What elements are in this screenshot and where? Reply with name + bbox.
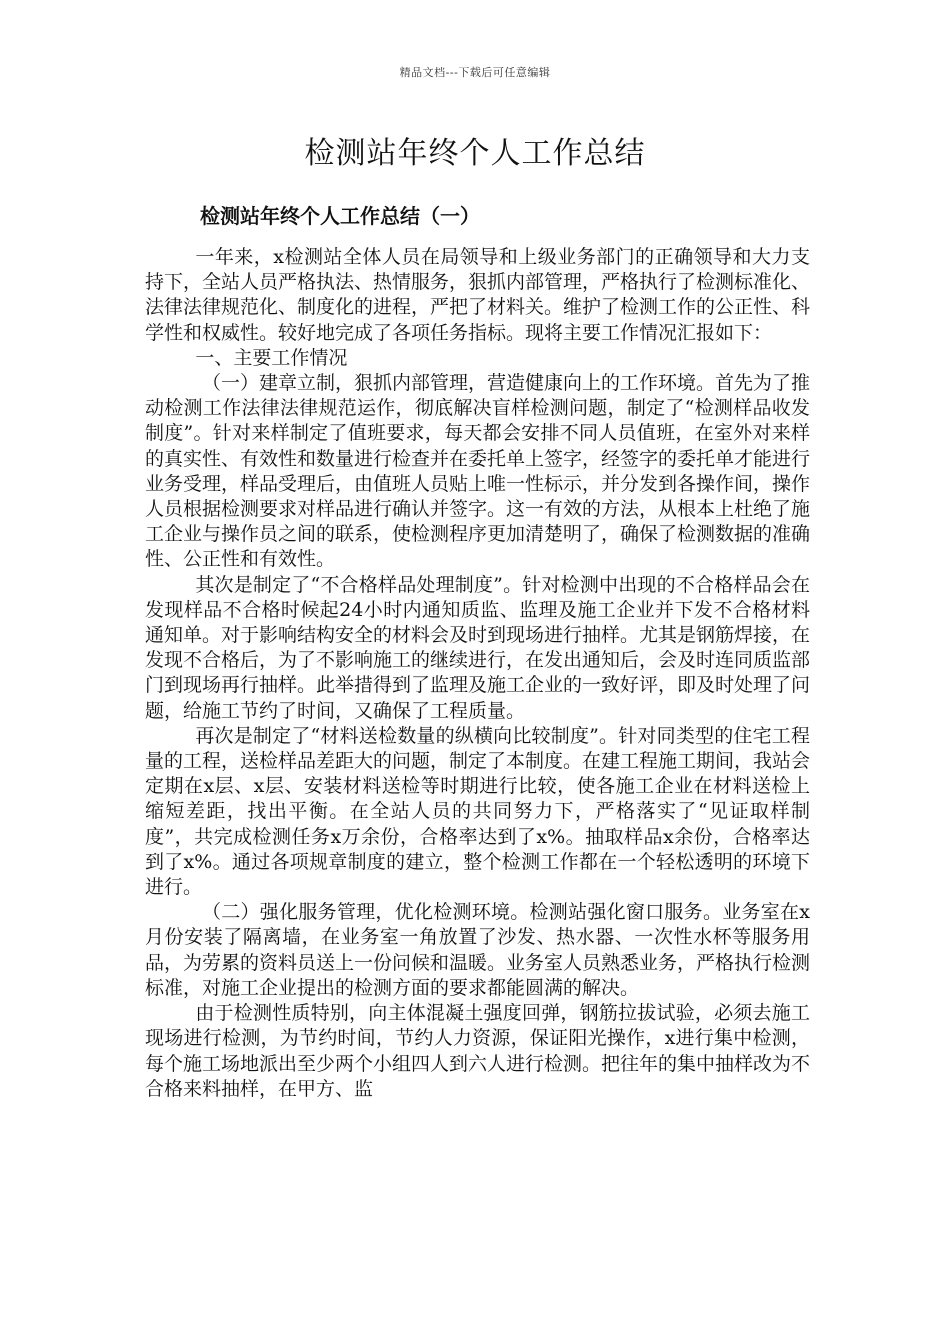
document-body — [145, 245, 810, 1102]
document-title: 检测站年终个人工作总结 — [304, 136, 646, 171]
paragraph-onsite-testing: 由于检测性质特别，向主体混凝土强度回弹，钢筋拉拔试验，必须去施工现场进行检测，为节约时间，节约人力资源，保证阳光操作，x进行集中检测，每个施工场地派出至少两个小组四人到六人进行检测。把往年的集中抽样改为不合格来料抽样，在甲方、监 — [145, 1002, 811, 1100]
document-subtitle: 检测站年终个人工作总结（一） — [200, 204, 480, 228]
paragraph-subsection-2: （二）强化服务管理，优化检测环境。检测站强化窗口服务。业务室在x月份安装了隔离墙，在业务室一角放置了沙发、热水器、一次性水杯等服务用品，为劳累的资料员送上一份问候和温暖。业务室人员熟悉业务，严格执行检测标准，对施工企业提出的检测方面的要求都能圆满的解决。 — [145, 901, 811, 999]
section-heading: 一、主要工作情况 — [195, 346, 348, 369]
header-note: 精品文档---下载后可任意编辑 — [399, 66, 551, 79]
paragraph-subsection-1: （一）建章立制，狠抓内部管理，营造健康向上的工作环境。首先为了推动检测工作法律法律规范运作，彻底解决盲样检测问题，制定了“检测样品收发制度”。针对来样制定了值班要求，每天都会安排不同人员值班，在室外对来样的真实性、有效性和数量进行检查并在委托单上签字，经签字的委托单才能进行业务受理，样品受理后，由值班人员贴上唯一性标示，并分发到各操作间，操作人员根据检测要求对样品进行确认并签字。这一有效的方法，从根本上杜绝了施工企业与操作员之间的联系，使检测程序更加清楚明了，确保了检测数据的准确性、公正性和有效性。 — [145, 372, 811, 571]
paragraph-intro: 一年来，x检测站全体人员在局领导和上级业务部门的正确领导和大力支持下，全站人员严格执法、热情服务，狠抓内部管理，严格执行了检测标准化、法律法律规范化、制度化的进程，严把了材料关。维护了检测工作的公正性、科学性和权威性。较好地完成了各项任务指标。现将主要工作情况汇报如下： — [145, 246, 811, 344]
paragraph-comparison-system: 再次是制定了“材料送检数量的纵横向比较制度”。针对同类型的住宅工程量的工程，送检样品差距大的问题，制定了本制度。在建工程施工期间，我站会定期在x层、x层、安装材料送检等时期进行比较，使各施工企业在材料送检上缩短差距，找出平衡。在全站人员的共同努力下，严格落实了“见证取样制度”，共完成检测任务x万余份，合格率达到了x%。抽取样品x余份，合格率达到了x%。通过各项规章制度的建立，整个检测工作都在一个轻松透明的环境下进行。 — [145, 724, 811, 899]
paragraph-unqualified-samples: 其次是制定了“不合格样品处理制度”。针对检测中出现的不合格样品会在发现样品不合格时候起24小时内通知质监、监理及施工企业并下发不合格材料通知单。对于影响结构安全的材料会及时到现场进行抽样。尤其是钢筋焊接，在发现不合格后，为了不影响施工的继续进行，在发出通知后，会及时连同质监部门到现场再行抽样。此举措得到了监理及施工企业的一致好评，即及时处理了问题，给施工节约了时间，又确保了工程质量。 — [145, 573, 811, 722]
